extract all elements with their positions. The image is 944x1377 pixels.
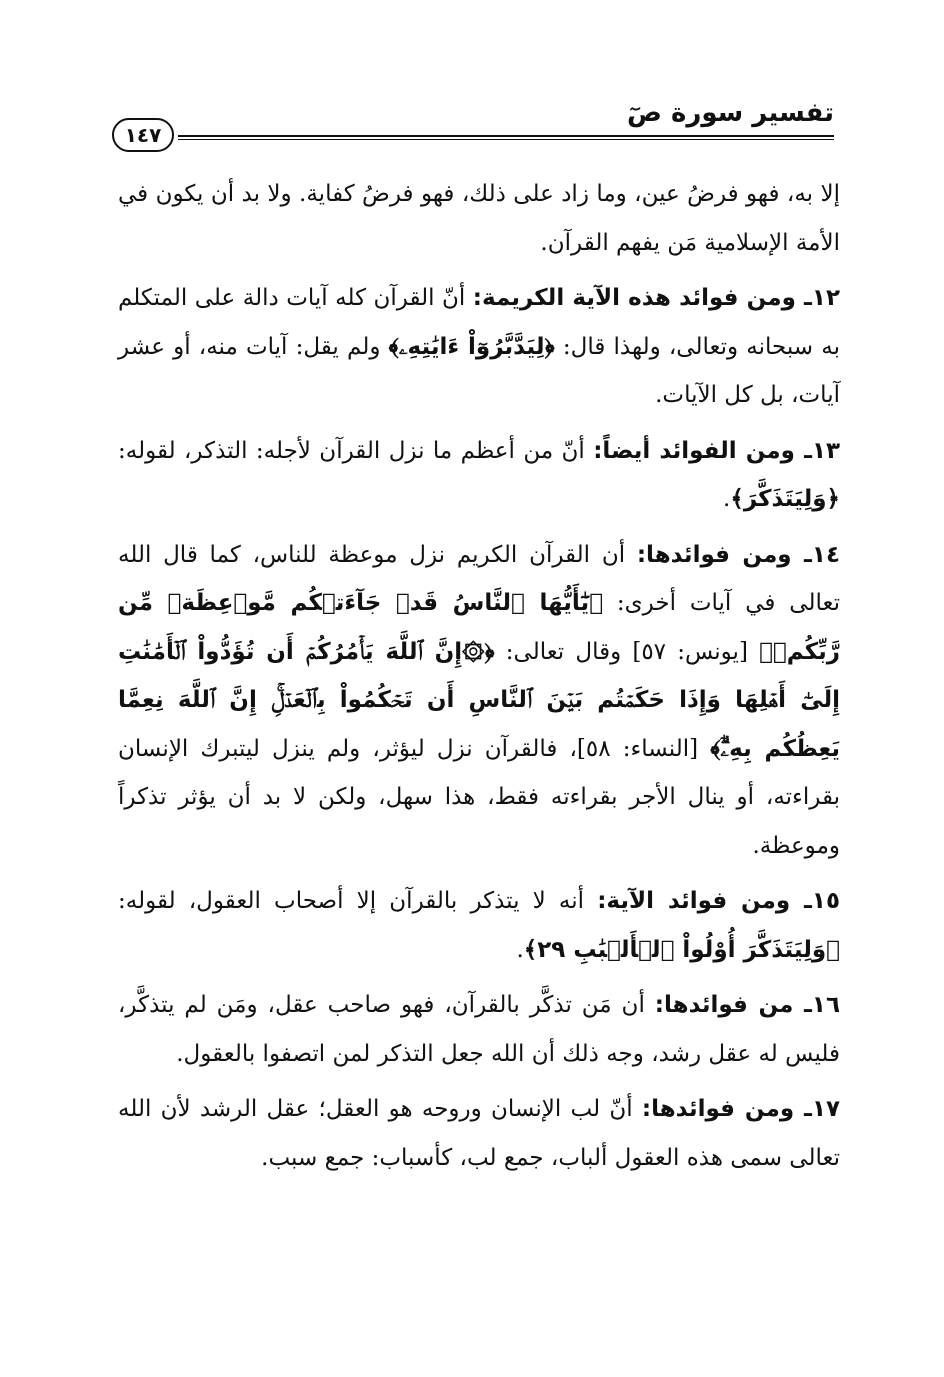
- paragraph-lead: ١٢ـ ومن فوائد هذه الآية الكريمة:: [472, 285, 840, 311]
- paragraph-lead: ١٧ـ ومن فوائدها:: [641, 1096, 841, 1122]
- paragraph-text: أنه لا يتذكر بالقرآن إلا أصحاب العقول، لقوله:: [118, 888, 598, 914]
- paragraph-lead: ١٤ـ ومن فوائدها:: [636, 541, 840, 568]
- quran-verse: ﴿وَلِيَتَذَكَّرَ أُوْلُواْ ٱلۡأَلۡبَٰبِ ٢٩﴾: [523, 936, 840, 963]
- paragraph-text: إلا به، فهو فرضُ عين، وما زاد على ذلك، فهو فرضُ كفاية. ولا بد أن يكون في الأمة الإسلامية مَن يفهم القرآن.: [118, 181, 840, 256]
- paragraph-text: .: [516, 936, 524, 963]
- paragraph: [118, 531, 840, 871]
- paragraph: [118, 1085, 840, 1182]
- quran-verse: ﴿وَلِيَتَذَكَّرَ﴾: [730, 486, 840, 512]
- paragraph-lead: ١٥ـ ومن فوائد الآية:: [597, 888, 840, 914]
- quran-verse: ﴿۞إِنَّ ٱللَّهَ يَأۡمُرُكُمۡ أَن تُؤَدُّواْ ٱلۡأَمَٰنَٰتِ إِلَىٰٓ أَهۡلِهَا وَإِذَا حَكَمۡتُم بَيۡنَ ٱلنَّاسِ أَن تَحۡكُمُواْ بِٱلۡعَدۡلِۚ إِنَّ ٱللَّهَ نِعِمَّا يَعِظُكُم بِهِۦٓۗ﴾: [118, 638, 840, 762]
- paragraph-text: أنّ من أعظم ما نزل القرآن لأجله: التذكر، لقوله:: [118, 437, 594, 464]
- paragraph-text: [النساء: ٥٨]، فالقرآن نزل ليؤثر، ولم ينزل ليتبرك الإنسان بقراءته، أو ينال الأجر بقراءته فقط، هذا سهل، ولكن لا بد أن يؤثر تذكراً وموعظة.: [118, 735, 840, 859]
- page-body: [118, 170, 840, 1182]
- paragraph-lead: ١٦ـ من فوائدها:: [654, 992, 840, 1018]
- quran-verse: ﴿لِيَدَّبَّرُوٓاْ ءَايَٰتِهِۦ﴾: [388, 333, 555, 360]
- quran-verse: ﴿يَٰٓأَيُّهَا ٱلنَّاسُ قَدۡ جَآءَتۡكُم مَّوۡعِظَةٞ مِّن رَّبِّكُمۡ﴾: [118, 590, 840, 665]
- page-number: ١٤٧: [112, 118, 174, 152]
- paragraph: [118, 274, 840, 420]
- paragraph-text: أنّ لب الإنسان وروحه هو العقل؛ عقل الرشد لأن الله تعالى سمى هذه العقول ألباب، جمع لب، كأسباب: جمع سبب.: [118, 1096, 840, 1171]
- paragraph-text: أن مَن تذكَّر بالقرآن، فهو صاحب عقل، ومَن لم يتذكَّر، فليس له عقل رشد، وجه ذلك أن الله جعل التذكر لمن اتصفوا بالعقول.: [118, 992, 840, 1067]
- paragraph: [118, 427, 840, 524]
- paragraph-text: أن القرآن الكريم نزل موعظة للناس، كما قال الله تعالى في آيات أخرى:: [118, 541, 840, 616]
- paragraph-text: .: [723, 486, 731, 512]
- paragraph-text: [يونس: ٥٧] وقال تعالى:: [494, 638, 760, 665]
- running-title: تفسير سورة صٓ: [627, 98, 834, 128]
- page-header: [112, 98, 834, 154]
- paragraph: [118, 877, 840, 974]
- paragraph: [118, 981, 840, 1078]
- header-rule: [178, 135, 834, 140]
- paragraph: [118, 170, 840, 267]
- paragraph-text: ولم يقل: آيات منه، أو عشر آيات، بل كل الآيات.: [118, 333, 840, 408]
- paragraph-lead: ١٣ـ ومن الفوائد أيضاً:: [593, 437, 841, 464]
- paragraph-text: أنّ القرآن كله آيات دالة على المتكلم به سبحانه وتعالى، ولهذا قال:: [118, 285, 840, 360]
